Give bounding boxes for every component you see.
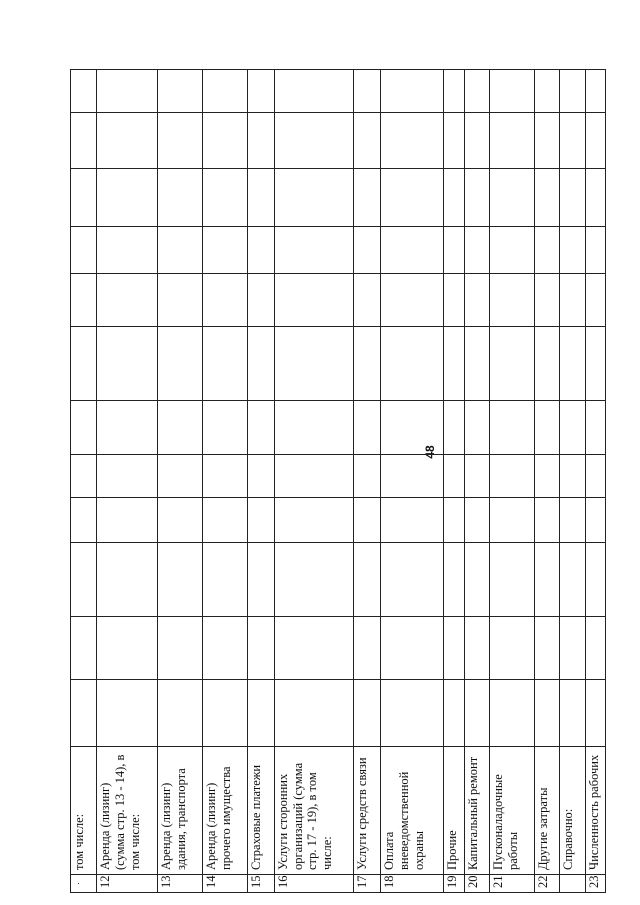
row-label-cell [490, 747, 535, 875]
row-number-cell [354, 875, 381, 893]
value-cell[interactable] [535, 543, 560, 617]
value-cell[interactable] [97, 680, 158, 747]
report-table [70, 17, 606, 893]
value-cell[interactable] [443, 543, 465, 617]
row-number: 12 [98, 875, 113, 888]
value-cell[interactable] [560, 617, 586, 680]
value-cell[interactable] [274, 327, 353, 401]
table-wrapper [70, 20, 606, 893]
value-cell[interactable] [71, 543, 97, 617]
row-number-cell [535, 875, 560, 893]
row-label-cell [274, 747, 353, 875]
value-cell[interactable] [381, 401, 443, 455]
table-row [97, 18, 158, 893]
row-label: Справочно: [561, 808, 576, 870]
value-cell[interactable] [354, 617, 381, 680]
row-number-cell [247, 875, 274, 893]
value-cell[interactable] [465, 327, 490, 401]
value-cell[interactable] [586, 543, 606, 617]
value-cell[interactable] [203, 617, 248, 680]
value-cell[interactable] [203, 113, 248, 169]
row-number-cell [158, 875, 203, 893]
value-cell[interactable] [443, 401, 465, 455]
value-cell[interactable] [274, 274, 353, 327]
value-cell[interactable] [354, 227, 381, 274]
value-cell[interactable] [247, 169, 274, 227]
value-cell[interactable] [158, 543, 203, 617]
value-cell[interactable] [158, 70, 203, 113]
row-label: том числе: [72, 813, 86, 870]
value-cell[interactable] [490, 401, 535, 455]
value-cell[interactable] [71, 680, 97, 747]
value-cell[interactable] [465, 70, 490, 113]
value-cell[interactable] [465, 401, 490, 455]
row-number-cell: . [71, 875, 97, 893]
value-cell[interactable] [381, 455, 443, 498]
value-cell[interactable] [560, 169, 586, 227]
value-cell[interactable] [586, 70, 606, 113]
row-label-cell [247, 747, 274, 875]
value-cell[interactable] [443, 327, 465, 401]
row-number-cell [443, 875, 465, 893]
value-cell[interactable] [490, 543, 535, 617]
value-cell[interactable] [203, 498, 248, 543]
row-number: 18 [382, 875, 397, 888]
row-label: Услуги сторонних организаций (сумма стр. 17 - 19), в том числе: [275, 762, 335, 870]
value-cell[interactable] [490, 113, 535, 169]
value-cell[interactable] [97, 498, 158, 543]
value-cell[interactable] [465, 274, 490, 327]
table-row [560, 18, 586, 893]
row-label: Капитальный ремонт [466, 756, 481, 870]
row-number: 23 [587, 875, 602, 888]
value-cell[interactable] [158, 274, 203, 327]
value-cell[interactable] [354, 274, 381, 327]
value-cell[interactable] [247, 227, 274, 274]
value-cell[interactable] [203, 169, 248, 227]
table-row [274, 18, 353, 893]
value-cell[interactable] [97, 401, 158, 455]
row-label: Аренда (лизинг) (сумма стр. 13 - 14), в том числе: [98, 754, 142, 870]
row-label: Оплата вневедомственной охраны [382, 771, 426, 870]
row-number: 15 [248, 875, 263, 888]
value-cell[interactable] [535, 169, 560, 227]
table-row [71, 18, 97, 893]
row-number-cell [560, 875, 586, 893]
value-cell[interactable] [490, 498, 535, 543]
value-cell[interactable] [274, 617, 353, 680]
value-cell[interactable] [158, 498, 203, 543]
value-cell[interactable] [535, 227, 560, 274]
value-cell[interactable] [443, 617, 465, 680]
value-cell[interactable] [443, 227, 465, 274]
table-row [535, 18, 560, 893]
value-cell[interactable] [490, 274, 535, 327]
value-cell[interactable] [443, 274, 465, 327]
row-number-cell [381, 875, 443, 893]
value-cell[interactable] [158, 327, 203, 401]
value-cell[interactable] [465, 169, 490, 227]
value-cell[interactable] [381, 680, 443, 747]
value-cell[interactable] [586, 327, 606, 401]
value-cell[interactable] [443, 498, 465, 543]
value-cell[interactable] [203, 680, 248, 747]
value-cell[interactable] [203, 227, 248, 274]
value-cell[interactable] [465, 113, 490, 169]
table-row [247, 18, 274, 893]
value-cell[interactable] [560, 498, 586, 543]
value-cell[interactable] [560, 113, 586, 169]
row-label-cell [354, 747, 381, 875]
value-cell[interactable] [381, 274, 443, 327]
value-cell[interactable] [490, 680, 535, 747]
value-cell[interactable] [381, 113, 443, 169]
value-cell[interactable] [71, 498, 97, 543]
row-number-cell [490, 875, 535, 893]
value-cell[interactable] [560, 401, 586, 455]
value-cell[interactable] [535, 70, 560, 113]
value-cell[interactable] [465, 680, 490, 747]
rotated-table-frame [70, 20, 606, 893]
value-cell[interactable] [560, 274, 586, 327]
value-cell[interactable] [354, 70, 381, 113]
value-cell[interactable] [97, 113, 158, 169]
value-cell[interactable] [97, 455, 158, 498]
row-label: Страховые платежи [248, 764, 263, 870]
value-cell[interactable] [71, 274, 97, 327]
value-cell[interactable] [247, 617, 274, 680]
value-cell[interactable] [97, 70, 158, 113]
value-cell[interactable] [158, 113, 203, 169]
row-number: 14 [204, 875, 219, 888]
value-cell[interactable] [381, 617, 443, 680]
row-label: Численность рабочих [587, 754, 602, 870]
row-number: 17 [355, 875, 370, 888]
value-cell[interactable] [203, 327, 248, 401]
value-cell[interactable] [381, 543, 443, 617]
row-label-cell [586, 747, 606, 875]
value-cell[interactable] [97, 274, 158, 327]
value-cell[interactable] [560, 327, 586, 401]
value-cell[interactable] [203, 70, 248, 113]
value-cell[interactable] [71, 617, 97, 680]
value-cell[interactable] [71, 455, 97, 498]
value-cell[interactable] [274, 70, 353, 113]
value-cell[interactable] [490, 169, 535, 227]
row-label: Прочие [444, 830, 459, 870]
row-number: 19 [444, 875, 459, 888]
row-label: Другие затраты [536, 787, 551, 870]
value-cell[interactable] [247, 70, 274, 113]
table-row [354, 18, 381, 893]
row-label-cell [381, 747, 443, 875]
value-cell[interactable] [490, 455, 535, 498]
table-row [586, 18, 606, 893]
value-cell[interactable] [535, 401, 560, 455]
value-cell[interactable] [71, 169, 97, 227]
value-cell[interactable] [274, 401, 353, 455]
value-cell[interactable] [71, 227, 97, 274]
value-cell[interactable] [443, 455, 465, 498]
row-number-cell [203, 875, 248, 893]
value-cell[interactable] [586, 617, 606, 680]
value-cell[interactable] [535, 113, 560, 169]
value-cell[interactable] [158, 227, 203, 274]
table-row [203, 18, 248, 893]
row-number: 13 [159, 875, 174, 888]
value-cell[interactable] [158, 169, 203, 227]
value-cell[interactable] [381, 327, 443, 401]
value-cell[interactable] [560, 455, 586, 498]
value-cell[interactable] [535, 680, 560, 747]
value-cell[interactable] [354, 169, 381, 227]
value-cell[interactable] [443, 70, 465, 113]
value-cell[interactable] [158, 455, 203, 498]
value-cell[interactable] [274, 543, 353, 617]
value-cell[interactable] [443, 169, 465, 227]
row-number-cell [274, 875, 353, 893]
value-cell[interactable] [490, 617, 535, 680]
row-number-cell [465, 875, 490, 893]
row-label: Аренда (лизинг) прочего имущества [204, 766, 233, 870]
value-cell[interactable] [560, 227, 586, 274]
value-cell[interactable] [274, 498, 353, 543]
row-label-cell [560, 747, 586, 875]
value-cell[interactable] [586, 455, 606, 498]
report-table-body [71, 18, 606, 893]
value-cell[interactable] [247, 401, 274, 455]
row-label-cell [535, 747, 560, 875]
value-cell[interactable] [354, 680, 381, 747]
value-cell[interactable] [97, 543, 158, 617]
value-cell[interactable] [465, 455, 490, 498]
value-cell[interactable] [586, 274, 606, 327]
value-cell[interactable] [490, 70, 535, 113]
value-cell[interactable] [490, 327, 535, 401]
value-cell[interactable] [535, 274, 560, 327]
value-cell[interactable] [586, 169, 606, 227]
row-number: 22 [536, 875, 551, 888]
table-row [158, 18, 203, 893]
row-label: Аренда (лизинг) здания, транспорта [159, 768, 189, 870]
value-cell[interactable] [97, 617, 158, 680]
row-number-cell [97, 875, 158, 893]
value-cell[interactable] [71, 70, 97, 113]
value-cell[interactable] [158, 617, 203, 680]
value-cell[interactable] [586, 498, 606, 543]
value-cell[interactable] [381, 70, 443, 113]
row-label: Пусконаладочные работы [491, 774, 521, 870]
value-cell[interactable] [274, 455, 353, 498]
table-row [443, 18, 465, 893]
value-cell[interactable] [274, 169, 353, 227]
page-number: 48 [423, 445, 437, 459]
value-cell[interactable] [203, 543, 248, 617]
value-cell[interactable] [354, 401, 381, 455]
value-cell[interactable] [203, 401, 248, 455]
value-cell[interactable] [381, 169, 443, 227]
value-cell[interactable] [97, 169, 158, 227]
table-row [465, 18, 490, 893]
value-cell[interactable] [586, 227, 606, 274]
table-row [490, 18, 535, 893]
value-cell[interactable] [381, 227, 443, 274]
row-label-cell [465, 747, 490, 875]
row-number-cell [586, 875, 606, 893]
value-cell[interactable] [354, 455, 381, 498]
value-cell[interactable] [586, 401, 606, 455]
value-cell[interactable] [535, 498, 560, 543]
table-row [381, 18, 443, 893]
row-label-cell [71, 747, 97, 875]
value-cell[interactable] [535, 617, 560, 680]
row-label-cell [203, 747, 248, 875]
row-label-cell [443, 747, 465, 875]
value-cell[interactable] [247, 327, 274, 401]
value-cell[interactable] [247, 113, 274, 169]
value-cell[interactable] [381, 498, 443, 543]
value-cell[interactable] [203, 455, 248, 498]
value-cell[interactable] [490, 227, 535, 274]
value-cell[interactable] [274, 680, 353, 747]
value-cell[interactable] [354, 498, 381, 543]
value-cell[interactable] [158, 680, 203, 747]
value-cell[interactable] [158, 401, 203, 455]
value-cell[interactable] [443, 113, 465, 169]
value-cell[interactable] [97, 327, 158, 401]
row-label-cell [158, 747, 203, 875]
value-cell[interactable] [465, 498, 490, 543]
value-cell[interactable] [247, 274, 274, 327]
value-cell[interactable] [354, 113, 381, 169]
value-cell[interactable] [354, 543, 381, 617]
row-number: 16 [275, 875, 290, 888]
value-cell[interactable] [274, 227, 353, 274]
value-cell[interactable] [71, 327, 97, 401]
value-cell[interactable] [560, 70, 586, 113]
value-cell[interactable] [586, 113, 606, 169]
row-number: 21 [491, 875, 506, 888]
value-cell[interactable] [247, 680, 274, 747]
value-cell[interactable] [465, 227, 490, 274]
value-cell[interactable] [247, 498, 274, 543]
value-cell[interactable] [586, 680, 606, 747]
value-cell[interactable] [71, 113, 97, 169]
value-cell[interactable] [443, 680, 465, 747]
value-cell[interactable] [274, 113, 353, 169]
row-label-cell [97, 747, 158, 875]
value-cell[interactable] [203, 274, 248, 327]
value-cell[interactable] [535, 455, 560, 498]
value-cell[interactable] [560, 543, 586, 617]
value-cell[interactable] [247, 543, 274, 617]
value-cell[interactable] [535, 327, 560, 401]
row-number: 20 [466, 875, 481, 888]
value-cell[interactable] [354, 327, 381, 401]
row-label: Услуги средств связи [355, 757, 370, 870]
value-cell[interactable] [71, 401, 97, 455]
value-cell[interactable] [465, 543, 490, 617]
value-cell[interactable] [465, 617, 490, 680]
value-cell[interactable] [247, 455, 274, 498]
value-cell[interactable] [97, 227, 158, 274]
value-cell[interactable] [560, 680, 586, 747]
